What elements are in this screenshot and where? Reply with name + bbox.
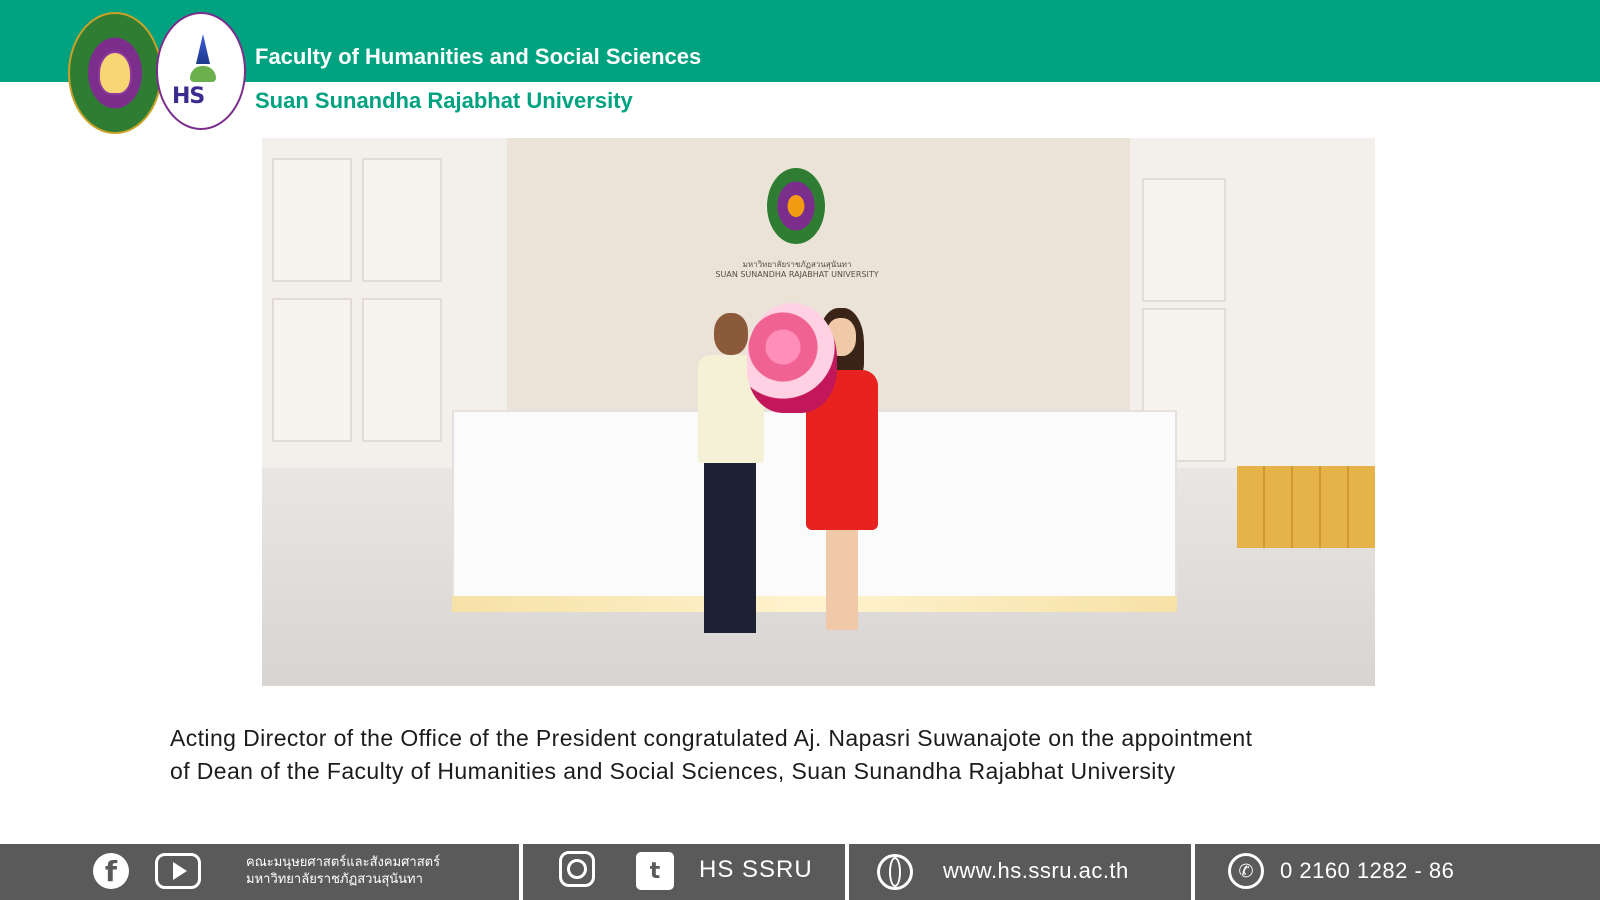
footer-thai-faculty: คณะมนุษยศาสตร์และสังคมศาสตร์ xyxy=(246,855,441,870)
wall-panel xyxy=(272,298,352,442)
man-head xyxy=(714,313,748,355)
instagram-icon[interactable] xyxy=(559,851,595,887)
seal-emblem xyxy=(98,51,132,95)
wall-sign-text xyxy=(702,260,892,280)
twitter-icon[interactable]: t xyxy=(636,852,674,890)
footer-divider xyxy=(1191,844,1195,900)
caption-line-2: of Dean of the Faculty of Humanities and Social Sciences, Suan Sunandha Rajabhat University xyxy=(170,758,1176,784)
ssru-seal-logo xyxy=(68,12,162,134)
footer-bar xyxy=(0,844,1600,900)
event-photo xyxy=(262,138,1375,686)
footer-thai-university: มหาวิทยาลัยราชภัฏสวนสุนันทา xyxy=(246,872,423,887)
page-title: Faculty of Humanities and Social Sciences xyxy=(255,44,702,69)
woman-legs xyxy=(826,530,858,630)
facebook-icon[interactable]: f xyxy=(93,853,129,889)
footer-divider xyxy=(845,844,849,900)
wall-panel xyxy=(362,298,442,442)
footer-divider xyxy=(519,844,523,900)
hs-faculty-logo xyxy=(156,12,246,130)
phone-number[interactable]: 0 2160 1282 - 86 xyxy=(1280,858,1455,883)
wall-panel xyxy=(362,158,442,282)
caption-line-1: Acting Director of the Office of the President congratulated Aj. Napasri Suwanajote on the appointment xyxy=(170,725,1253,751)
wall-sign-thai: มหาวิทยาลัยราชภัฏสวนสุนันทา xyxy=(742,260,852,269)
globe-icon xyxy=(877,854,913,890)
wall-panel xyxy=(1142,178,1226,302)
hs-logo-text: HS xyxy=(172,84,205,109)
people-icon xyxy=(190,66,216,82)
man-pants xyxy=(704,463,756,633)
news-caption xyxy=(170,722,1440,788)
wall-sign-logo xyxy=(767,168,825,244)
wall-sign-english: SUAN SUNANDHA RAJABHAT UNIVERSITY xyxy=(715,270,879,279)
page-subtitle: Suan Sunandha Rajabhat University xyxy=(255,88,633,113)
social-handle[interactable]: HS SSRU xyxy=(699,856,813,883)
youtube-icon[interactable] xyxy=(155,853,201,889)
phone-icon: ✆ xyxy=(1228,853,1264,889)
flower-bouquet xyxy=(747,303,837,413)
wall-panel xyxy=(272,158,352,282)
website-link[interactable]: www.hs.ssru.ac.th xyxy=(943,858,1129,883)
temple-icon xyxy=(196,34,210,64)
stacked-boxes xyxy=(1237,466,1375,548)
